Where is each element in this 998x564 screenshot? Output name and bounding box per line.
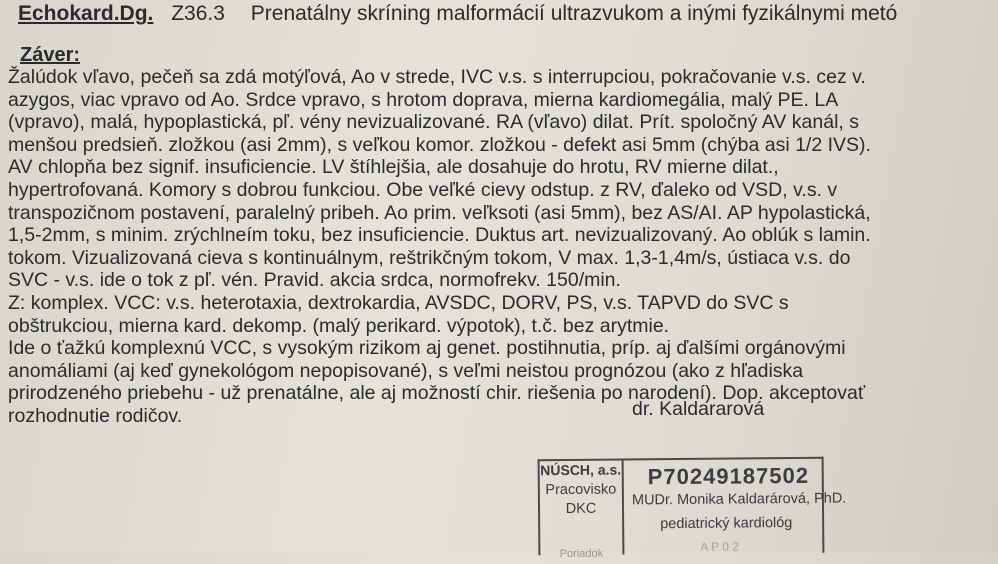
stamp-org: NÚSCH, a.s. xyxy=(540,461,622,479)
section-heading: Záver: xyxy=(20,44,81,66)
report-line: prirodzeného priebehu - už prenatálne, ale aj možností chir. riešenia po narodení). Dop. akceptovať xyxy=(8,382,866,405)
report-line: Žalúdok vľavo, pečeň sa zdá motýľová, Ao v strede, IVC v.s. s interrupciou, pokračovanie v.s. cez v. xyxy=(8,66,866,88)
document-header xyxy=(18,2,897,26)
stamp-workplace-cell xyxy=(540,460,625,561)
stamp-workplace: DKC xyxy=(565,500,597,518)
report-line: menšou predsieň. zložkou (asi 2mm), s veľkou komor. zložkou - defekt asi 5mm (chýba asi 1/2 IVS). xyxy=(8,133,871,156)
stamp-role: pediatrický kardiológ xyxy=(660,515,793,533)
report-line: anomáliami (aj keď gynekológom nepopisované), s veľmi neistou prognózou (ako z hľadiska xyxy=(8,359,804,382)
report-line: transpozičnom postavení, paralelný pribeh. Ao prim. veľksoti (asi 5mm), bez AS/AI. AP hypolastická, xyxy=(8,201,871,224)
report-line: 1,5-2mm, s minim. zrýchlneím toku, bez insuficiencie. Duktus art. nevizualizovaný. Ao oblúk s lamin. xyxy=(8,224,871,247)
signature: dr. Kaldararová xyxy=(632,398,765,420)
report-line: azygos, viac vpravo od Ao. Srdce vpravo, s hrotom doprava, mierna kardiomegália, malý PE. LA xyxy=(8,88,839,111)
diagnosis-code: Z36.3 xyxy=(171,2,225,25)
stamp-faint-text: Poriadok xyxy=(559,547,604,561)
report-line: Ide o ťažkú komplexnú VCC, s vysokým rizikom aj genet. postihnutia, príp. aj ďalšími orgánovými xyxy=(8,337,846,360)
report-line: AV chlopňa bez signif. insuficiencie. LV štíhlejšia, ale dosahuje do hrotu, RV mierne dilat., xyxy=(8,156,779,179)
diagnosis-title: Prenatálny skríning malformácií ultrazvukom a inými fyzikálnymi metó xyxy=(250,2,898,25)
report-line: rozhodnutie rodičov. xyxy=(8,404,183,427)
report-line: tokom. Vizualizovaná cieva s kontinuálnym, reštrikčným tokom, V max. 1,3-1,4m/s, ústiaca v.s. do xyxy=(8,246,851,269)
report-line: hypertrofovaná. Komory s dobrou funkciou. Obe veľké cievy odstup. z RV, ďaleko od VSD, v.s. v xyxy=(8,178,838,201)
report-line: Z: komplex. VCC: v.s. heterotaxia, dextrokardia, AVSDC, DORV, PS, v.s. TAPVD do SVC s xyxy=(8,291,789,314)
report-body xyxy=(8,66,871,428)
stamp-id: P70249187502 xyxy=(647,462,810,490)
report-line: obštrukciou, mierna kard. dekomp. (malý perikard. výpotok), t.č. bez arytmie. xyxy=(8,314,670,337)
diagnosis-code-label: Echokard.Dg. xyxy=(18,2,154,25)
stamp-workplace-label: Pracovisko xyxy=(545,481,617,499)
stamp-doctor: MUDr. Monika Kaldarárová, PhD. xyxy=(631,490,847,509)
report-line: (vpravo), malá, hypoplastická, pľ. vény nevizualizované. RA (vľavo) dilat. Prít. spoločný AV kanál, s xyxy=(8,111,859,134)
stamp-faint-code: A P 0 2 xyxy=(700,539,739,554)
report-line: SVC - v.s. ide o tok z pľ. vén. Pravid. akcia srdca, normofrekv. 150/min. xyxy=(8,269,621,292)
doctor-stamp xyxy=(538,457,847,561)
